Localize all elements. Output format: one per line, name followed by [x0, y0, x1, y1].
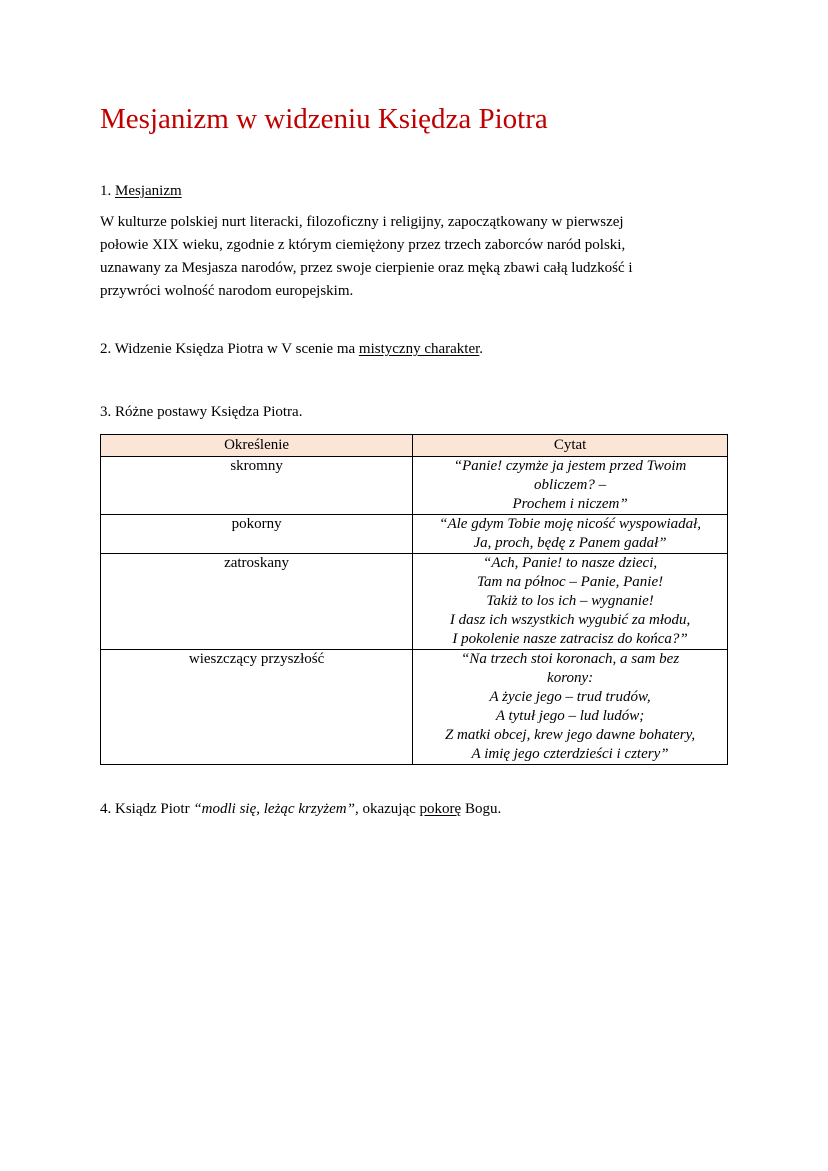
- quote-line: A tytuł jego – lud ludów;: [495, 708, 645, 724]
- table-row: [101, 650, 728, 765]
- table-row: [101, 515, 728, 554]
- quote-line: “Na trzech stoi koronach, a sam bez: [460, 651, 680, 667]
- quote-line: Prochem i niczem”: [512, 496, 628, 512]
- term-cell: pokorny: [101, 515, 413, 554]
- section-4-end: Bogu.: [464, 801, 502, 817]
- section-4-underlined: pokorę: [419, 801, 462, 817]
- quote-line: Z matki obcej, krew jego dawne bohatery,: [444, 727, 696, 743]
- quote-line: korony:: [547, 670, 594, 686]
- quote-line: “Ale gdym Tobie moję nicość wyspowiadał,: [439, 516, 702, 532]
- term-cell: wieszczący przyszłość: [101, 650, 413, 765]
- section-4: [100, 799, 501, 819]
- section-2: [100, 339, 483, 359]
- section-2-text: Widzenie Księdza Piotra w V scenie ma: [114, 341, 356, 357]
- page-title: Mesjanizm w widzeniu Księdza Piotra: [100, 103, 548, 135]
- table-header-term: Określenie: [101, 435, 413, 457]
- quote-line: I pokolenie nasze zatracisz do końca?”: [452, 631, 688, 647]
- quote-line: Takiż to los ich – wygnanie!: [486, 593, 654, 609]
- section-4-text: Ksiądz Piotr: [115, 801, 190, 817]
- term-cell: skromny: [101, 457, 413, 515]
- section-4-number: 4.: [100, 801, 112, 817]
- section-4-middle: , okazując: [354, 801, 416, 817]
- definition-line: W kulturze polskiej nurt literacki, filozoficzny i religijny, zapoczątkowany w pierwszej: [100, 214, 624, 230]
- section-4-quote: “modli się, leżąc krzyżem”: [193, 801, 355, 817]
- quote-line: “Ach, Panie! to nasze dzieci,: [483, 555, 658, 571]
- table-header-quote: Cytat: [413, 435, 728, 457]
- quote-line: A życie jego – trud trudów,: [489, 689, 651, 705]
- section-3-heading: [100, 402, 302, 422]
- quote-line: “Panie! czymże ja jestem przed Twoim: [453, 458, 687, 474]
- quote-cell: [413, 457, 728, 515]
- section-3-number: 3.: [100, 404, 112, 420]
- quote-cell: [413, 515, 728, 554]
- section-2-period: .: [479, 341, 484, 357]
- mesjanizm-definition: [100, 211, 720, 303]
- definition-line: przywróci wolność narodom europejskim.: [100, 283, 354, 299]
- attitudes-table: [100, 434, 728, 765]
- quote-cell: [413, 650, 728, 765]
- definition-line: uznawany za Mesjasza narodów, przez swoje cierpienie oraz męką zbawi całą ludzkość i: [100, 260, 633, 276]
- quote-line: Tam na północ – Panie, Panie!: [477, 574, 664, 590]
- term-cell: zatroskany: [101, 554, 413, 650]
- section-1-number: 1.: [100, 183, 112, 199]
- quote-line: Ja, proch, będę z Panem gadał”: [473, 535, 667, 551]
- section-3-title: Różne postawy Księdza Piotra.: [115, 404, 303, 420]
- section-1-title: Mesjanizm: [115, 183, 182, 199]
- table-row: [101, 457, 728, 515]
- section-1-heading: [100, 181, 182, 201]
- section-2-underlined: mistyczny charakter: [358, 341, 480, 357]
- quote-line: obliczem? –: [534, 477, 607, 493]
- table-header-row: [101, 435, 728, 457]
- quote-line: I dasz ich wszystkich wygubić za młodu,: [449, 612, 691, 628]
- quote-line: A imię jego czterdzieści i cztery”: [471, 746, 669, 762]
- section-2-number: 2.: [100, 341, 112, 357]
- table-row: [101, 554, 728, 650]
- quote-cell: [413, 554, 728, 650]
- definition-line: połowie XIX wieku, zgodnie z którym ciemiężony przez trzech zaborców naród polski,: [100, 237, 626, 253]
